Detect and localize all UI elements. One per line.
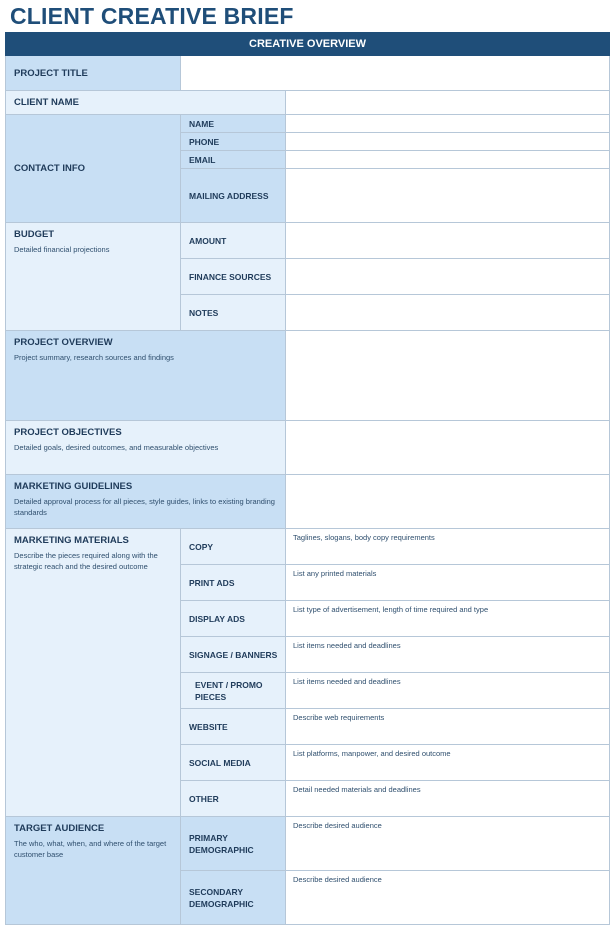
project-overview-field[interactable] bbox=[286, 331, 610, 421]
material-field[interactable]: List type of advertisement, length of time required and type bbox=[286, 601, 610, 637]
contact-name-label: NAME bbox=[181, 115, 286, 133]
audience-primary-row bbox=[6, 817, 610, 871]
budget-notes-field[interactable] bbox=[286, 295, 610, 331]
project-title-field[interactable] bbox=[181, 56, 610, 91]
creative-brief-table bbox=[5, 32, 610, 925]
project-objectives-field[interactable] bbox=[286, 421, 610, 475]
budget-amount-field[interactable] bbox=[286, 223, 610, 259]
contact-email-label: EMAIL bbox=[181, 151, 286, 169]
project-overview-description: Project summary, research sources and findings bbox=[14, 353, 174, 362]
primary-demographic-label: PRIMARY DEMOGRAPHIC bbox=[181, 817, 286, 871]
contact-phone-field[interactable] bbox=[286, 133, 610, 151]
contact-phone-label: PHONE bbox=[181, 133, 286, 151]
primary-demographic-field[interactable]: Describe desired audience bbox=[286, 817, 610, 871]
budget-finance-label: FINANCE SOURCES bbox=[181, 259, 286, 295]
material-field[interactable]: List platforms, manpower, and desired outcome bbox=[286, 745, 610, 781]
marketing-guidelines-row bbox=[6, 475, 610, 529]
project-title-row bbox=[6, 56, 610, 91]
material-label: OTHER bbox=[181, 781, 286, 817]
material-label: SIGNAGE / BANNERS bbox=[181, 637, 286, 673]
budget-description: Detailed financial projections bbox=[14, 245, 110, 254]
target-audience-label: TARGET AUDIENCE bbox=[14, 823, 105, 834]
contact-mailing-label: MAILING ADDRESS bbox=[181, 169, 286, 223]
project-overview-section bbox=[6, 331, 286, 421]
client-name-field[interactable] bbox=[286, 91, 610, 115]
contact-email-field[interactable] bbox=[286, 151, 610, 169]
budget-label: BUDGET bbox=[14, 229, 55, 240]
materials-copy-row bbox=[6, 529, 610, 565]
target-audience-description: The who, what, when, and where of the target customer base bbox=[14, 839, 167, 859]
contact-name-row bbox=[6, 115, 610, 133]
budget-section bbox=[6, 223, 181, 331]
secondary-demographic-field[interactable]: Describe desired audience bbox=[286, 871, 610, 925]
client-name-row bbox=[6, 91, 610, 115]
marketing-materials-label: MARKETING MATERIALS bbox=[14, 535, 129, 546]
client-name-label: CLIENT NAME bbox=[6, 91, 286, 115]
material-field[interactable]: Describe web requirements bbox=[286, 709, 610, 745]
contact-info-label: CONTACT INFO bbox=[6, 115, 181, 223]
marketing-materials-description: Describe the pieces required along with the strategic reach and the desired outcome bbox=[14, 551, 158, 571]
budget-notes-label: NOTES bbox=[181, 295, 286, 331]
marketing-guidelines-label: MARKETING GUIDELINES bbox=[14, 481, 133, 492]
material-label: PRINT ADS bbox=[181, 565, 286, 601]
material-label: EVENT / PROMO PIECES bbox=[181, 673, 286, 709]
material-label: DISPLAY ADS bbox=[181, 601, 286, 637]
marketing-guidelines-section bbox=[6, 475, 286, 529]
material-field[interactable]: Detail needed materials and deadlines bbox=[286, 781, 610, 817]
marketing-guidelines-field[interactable] bbox=[286, 475, 610, 529]
project-objectives-label: PROJECT OBJECTIVES bbox=[14, 427, 122, 438]
contact-name-field[interactable] bbox=[286, 115, 610, 133]
secondary-demographic-label: SECONDARY DEMOGRAPHIC bbox=[181, 871, 286, 925]
document-title: CLIENT CREATIVE BRIEF bbox=[10, 3, 294, 29]
budget-amount-row bbox=[6, 223, 610, 259]
project-overview-row bbox=[6, 331, 610, 421]
contact-mailing-field[interactable] bbox=[286, 169, 610, 223]
marketing-materials-section bbox=[6, 529, 181, 817]
material-label: SOCIAL MEDIA bbox=[181, 745, 286, 781]
project-objectives-section bbox=[6, 421, 286, 475]
material-field[interactable]: List any printed materials bbox=[286, 565, 610, 601]
project-objectives-description: Detailed goals, desired outcomes, and measurable objectives bbox=[14, 443, 219, 452]
banner-row bbox=[6, 33, 610, 56]
marketing-guidelines-description: Detailed approval process for all pieces, style guides, links to existing branding standards bbox=[14, 497, 275, 517]
creative-overview-banner: CREATIVE OVERVIEW bbox=[6, 33, 610, 56]
project-title-label: PROJECT TITLE bbox=[6, 56, 181, 91]
project-overview-label: PROJECT OVERVIEW bbox=[14, 337, 113, 348]
budget-finance-field[interactable] bbox=[286, 259, 610, 295]
material-field[interactable]: Taglines, slogans, body copy requirements bbox=[286, 529, 610, 565]
material-field[interactable]: List items needed and deadlines bbox=[286, 637, 610, 673]
target-audience-section bbox=[6, 817, 181, 925]
budget-amount-label: AMOUNT bbox=[181, 223, 286, 259]
project-objectives-row bbox=[6, 421, 610, 475]
material-label: WEBSITE bbox=[181, 709, 286, 745]
material-field[interactable]: List items needed and deadlines bbox=[286, 673, 610, 709]
material-label: COPY bbox=[181, 529, 286, 565]
